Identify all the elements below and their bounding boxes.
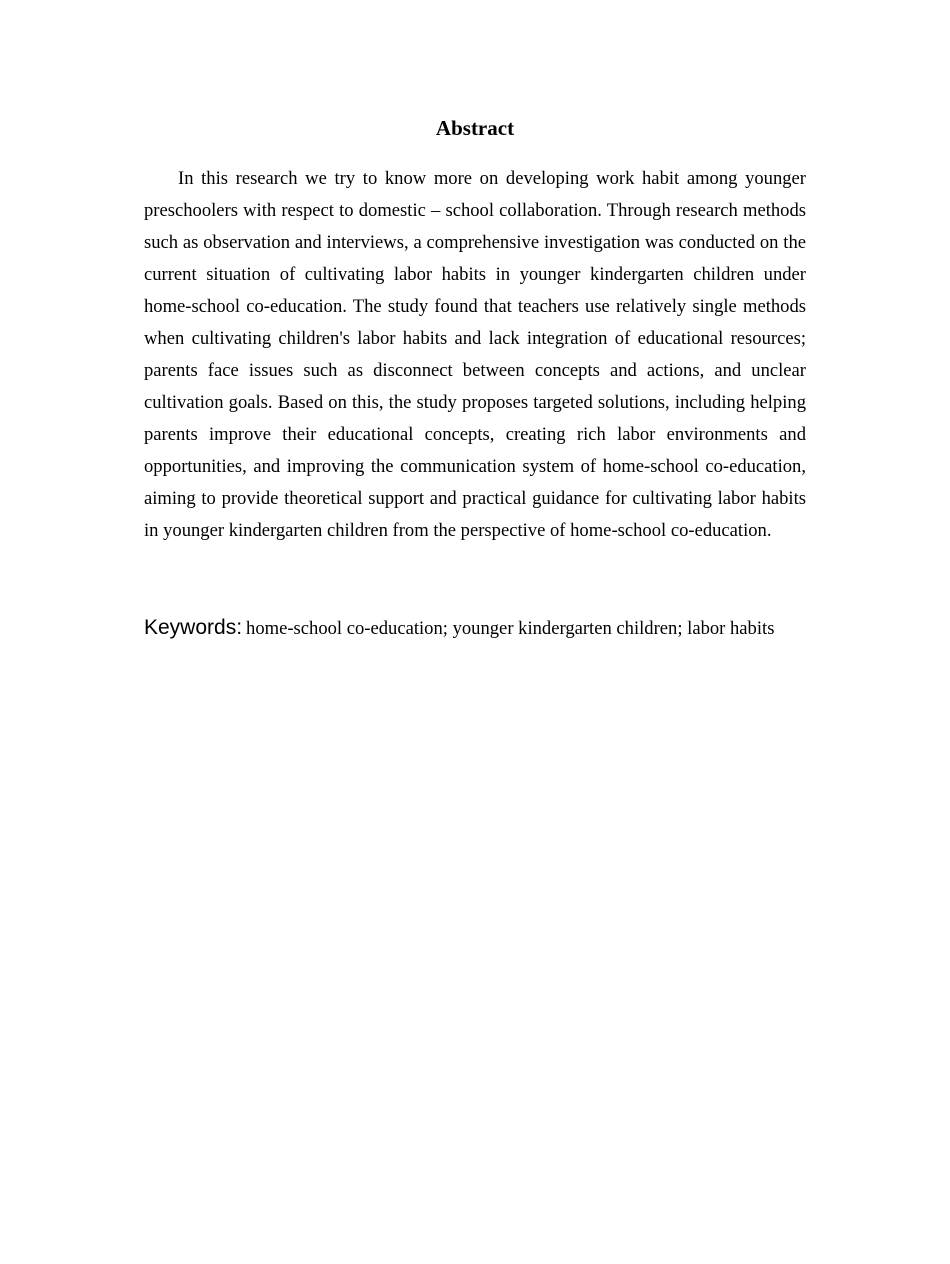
keywords-line bbox=[144, 616, 844, 640]
abstract-heading: Abstract bbox=[435, 116, 515, 140]
abstract-paragraph: In this research we try to know more on developing work habit among younger preschoolers with respect to domestic – school collaboration. Through research methods such as observation and interviews, a comprehensive investigation was conducted on the current situation of cultivating labor habits in younger kindergarten children under home-school co-education. The study found that teachers use relatively single methods when cultivating children's labor habits and lack integration of educational resources; parents face issues such as disconnect between concepts and actions, and unclear cultivation goals. Based on this, the study proposes targeted solutions, including helping parents improve their educational concepts, creating rich labor environments and opportunities, and improving the communication system of home-school co-education, aiming to provide theoretical support and practical guidance for cultivating labor habits in younger kindergarten children from the perspective of home-school co-education. bbox=[144, 168, 806, 541]
keywords-label: Keywords: bbox=[144, 616, 243, 639]
keywords-list: home-school co-education; younger kindergarten children; labor habits bbox=[246, 618, 775, 639]
